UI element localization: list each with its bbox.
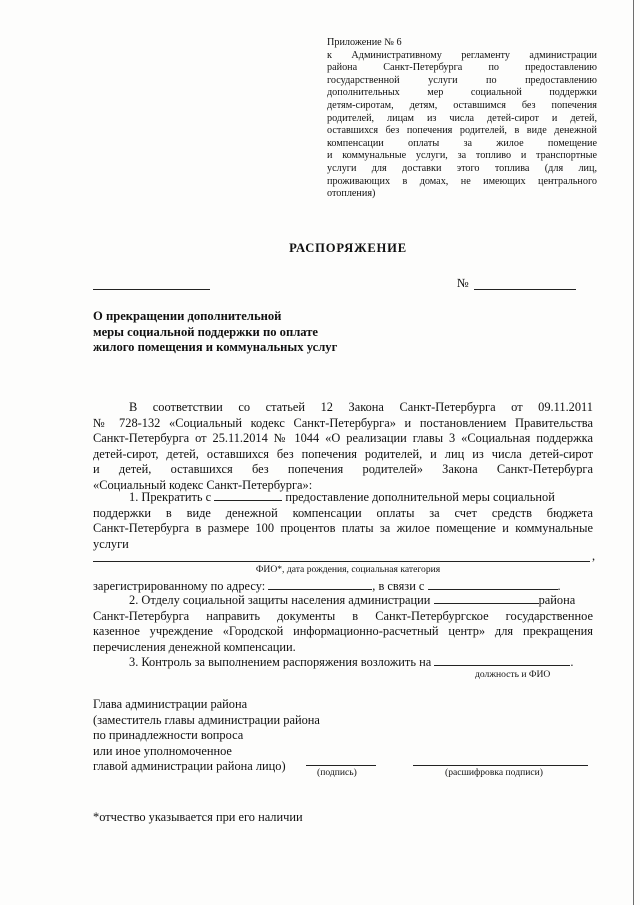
signature-decode-caption: (расшифровка подписи): [445, 767, 543, 778]
signature-line: (заместитель главы администрации района: [93, 712, 320, 727]
address-label: зарегистрированному по адресу:: [93, 579, 266, 593]
number-label: №: [457, 276, 469, 290]
item2-line: казенное учреждение «Городской информационно-расчетный центр» для прекращения: [93, 624, 593, 639]
preamble-last-line: «Социальный кодекс Санкт-Петербурга»:: [93, 477, 313, 492]
address-blank[interactable]: [268, 578, 372, 590]
appendix-line: района Санкт-Петербурга по предоставлению: [327, 62, 597, 74]
responsible-caption: должность и ФИО: [475, 669, 551, 680]
subject-line: О прекращении дополнительной: [93, 309, 282, 323]
item2-last-line: перечисления денежной компенсации.: [93, 639, 296, 654]
item1-text-b: предоставление дополнительной меры социальной: [285, 490, 555, 504]
signature-line: главой администрации района лицо): [93, 759, 286, 774]
item1-last-line: услуги: [93, 536, 129, 551]
subject-line: меры социальной поддержки по оплате: [93, 324, 319, 339]
appendix-line: дополнительных мер социальной поддержки: [327, 87, 597, 99]
fio-caption: ФИО*, дата рождения, социальная категория: [255, 564, 441, 575]
fio-comma: ,: [592, 549, 596, 563]
reason-blank[interactable]: [428, 578, 558, 590]
preamble-line: детей-сирот, детей, оставшихся без попечения родителей, и лиц из числа детей-сирот: [93, 446, 593, 461]
appendix-line: детям-сиротам, детям, оставшимся без попечения: [327, 99, 597, 111]
signature-line: по принадлежности вопроса: [93, 728, 244, 743]
item2-block: [93, 592, 593, 655]
item3-text: 3. Контроль за выполнением распоряжения возложить на: [129, 655, 432, 669]
item2-text-a: 2. Отделу социальной защиты населения администрации: [129, 593, 431, 607]
appendix-last-line: отопления): [327, 188, 376, 200]
address-end: .: [557, 579, 561, 593]
page-title: РАСПОРЯЖЕНИЕ: [289, 241, 407, 255]
item2-first-line: [93, 592, 593, 609]
signature-caption: (подпись): [317, 767, 357, 778]
signature-blank[interactable]: [306, 765, 376, 766]
appendix-line: к Административному регламенту администрации: [327, 49, 597, 61]
item1-first-line: [93, 489, 593, 506]
in-connection-label: , в связи с: [372, 579, 425, 593]
item1-line: поддержки в виде денежной компенсации оплаты за счет средств бюджета: [93, 505, 593, 520]
date-line: [93, 289, 210, 290]
preamble-line: № 728-132 «Социальный кодекс Санкт-Петербурга» и постановлением Правительства: [93, 415, 593, 430]
appendix-line: государственной услуги по предоставлению: [327, 74, 597, 86]
item2-line: Санкт-Петербурга направить документы в Санкт-Петербургское государственное: [93, 608, 593, 623]
signature-decode-blank[interactable]: [413, 765, 588, 766]
responsible-blank[interactable]: [434, 654, 570, 666]
preamble-line: В соответствии со статьей 12 Закона Санкт-Петербурга от 09.11.2011: [129, 400, 593, 414]
appendix-line: родителей, лицам из числа детей-сирот и детей,: [327, 112, 597, 124]
fio-line[interactable]: [93, 561, 590, 562]
signature-block: [93, 697, 353, 775]
preamble-block: [93, 400, 593, 494]
number-line: [474, 289, 576, 290]
district-blank[interactable]: [434, 592, 539, 604]
item3-end: .: [570, 655, 574, 669]
appendix-line: компенсации оплаты за жилое помещение: [327, 137, 597, 149]
signature-line: Глава администрации района: [93, 697, 248, 711]
footnote: *отчество указывается при его наличии: [93, 810, 303, 824]
appendix-line: услуги для доставки этого топлива (для лиц,: [327, 162, 597, 174]
signature-line: или иное уполномоченное: [93, 743, 232, 758]
item2-text-b: района: [538, 593, 576, 607]
appendix-line: и коммунальные услуги, за топливо и транспортные: [327, 150, 597, 162]
scan-edge: [633, 0, 634, 905]
item1-date-blank[interactable]: [214, 489, 282, 501]
item1-text-a: 1. Прекратить с: [129, 490, 212, 504]
item1-block: [93, 489, 593, 552]
item1-line: Санкт-Петербурга в размере 100 процентов платы за жилое помещение и коммунальные: [93, 521, 593, 536]
appendix-line: проживающих в домах, не имеющих центрального: [327, 175, 597, 187]
subject-line: жилого помещения и коммунальных услуг: [93, 340, 338, 355]
appendix-block: [327, 37, 597, 201]
subject-block: [93, 309, 413, 356]
appendix-header: Приложение № 6: [327, 37, 402, 48]
preamble-line: и детей, оставшихся без попечения родителей» Закона Санкт-Петербурга: [93, 462, 593, 477]
preamble-line: Санкт-Петербурга от 25.11.2014 № 1044 «О реализации главы 3 «Социальная поддержка: [93, 431, 593, 446]
appendix-line: оставшихся без попечения родителей, в виде денежной: [327, 125, 597, 137]
